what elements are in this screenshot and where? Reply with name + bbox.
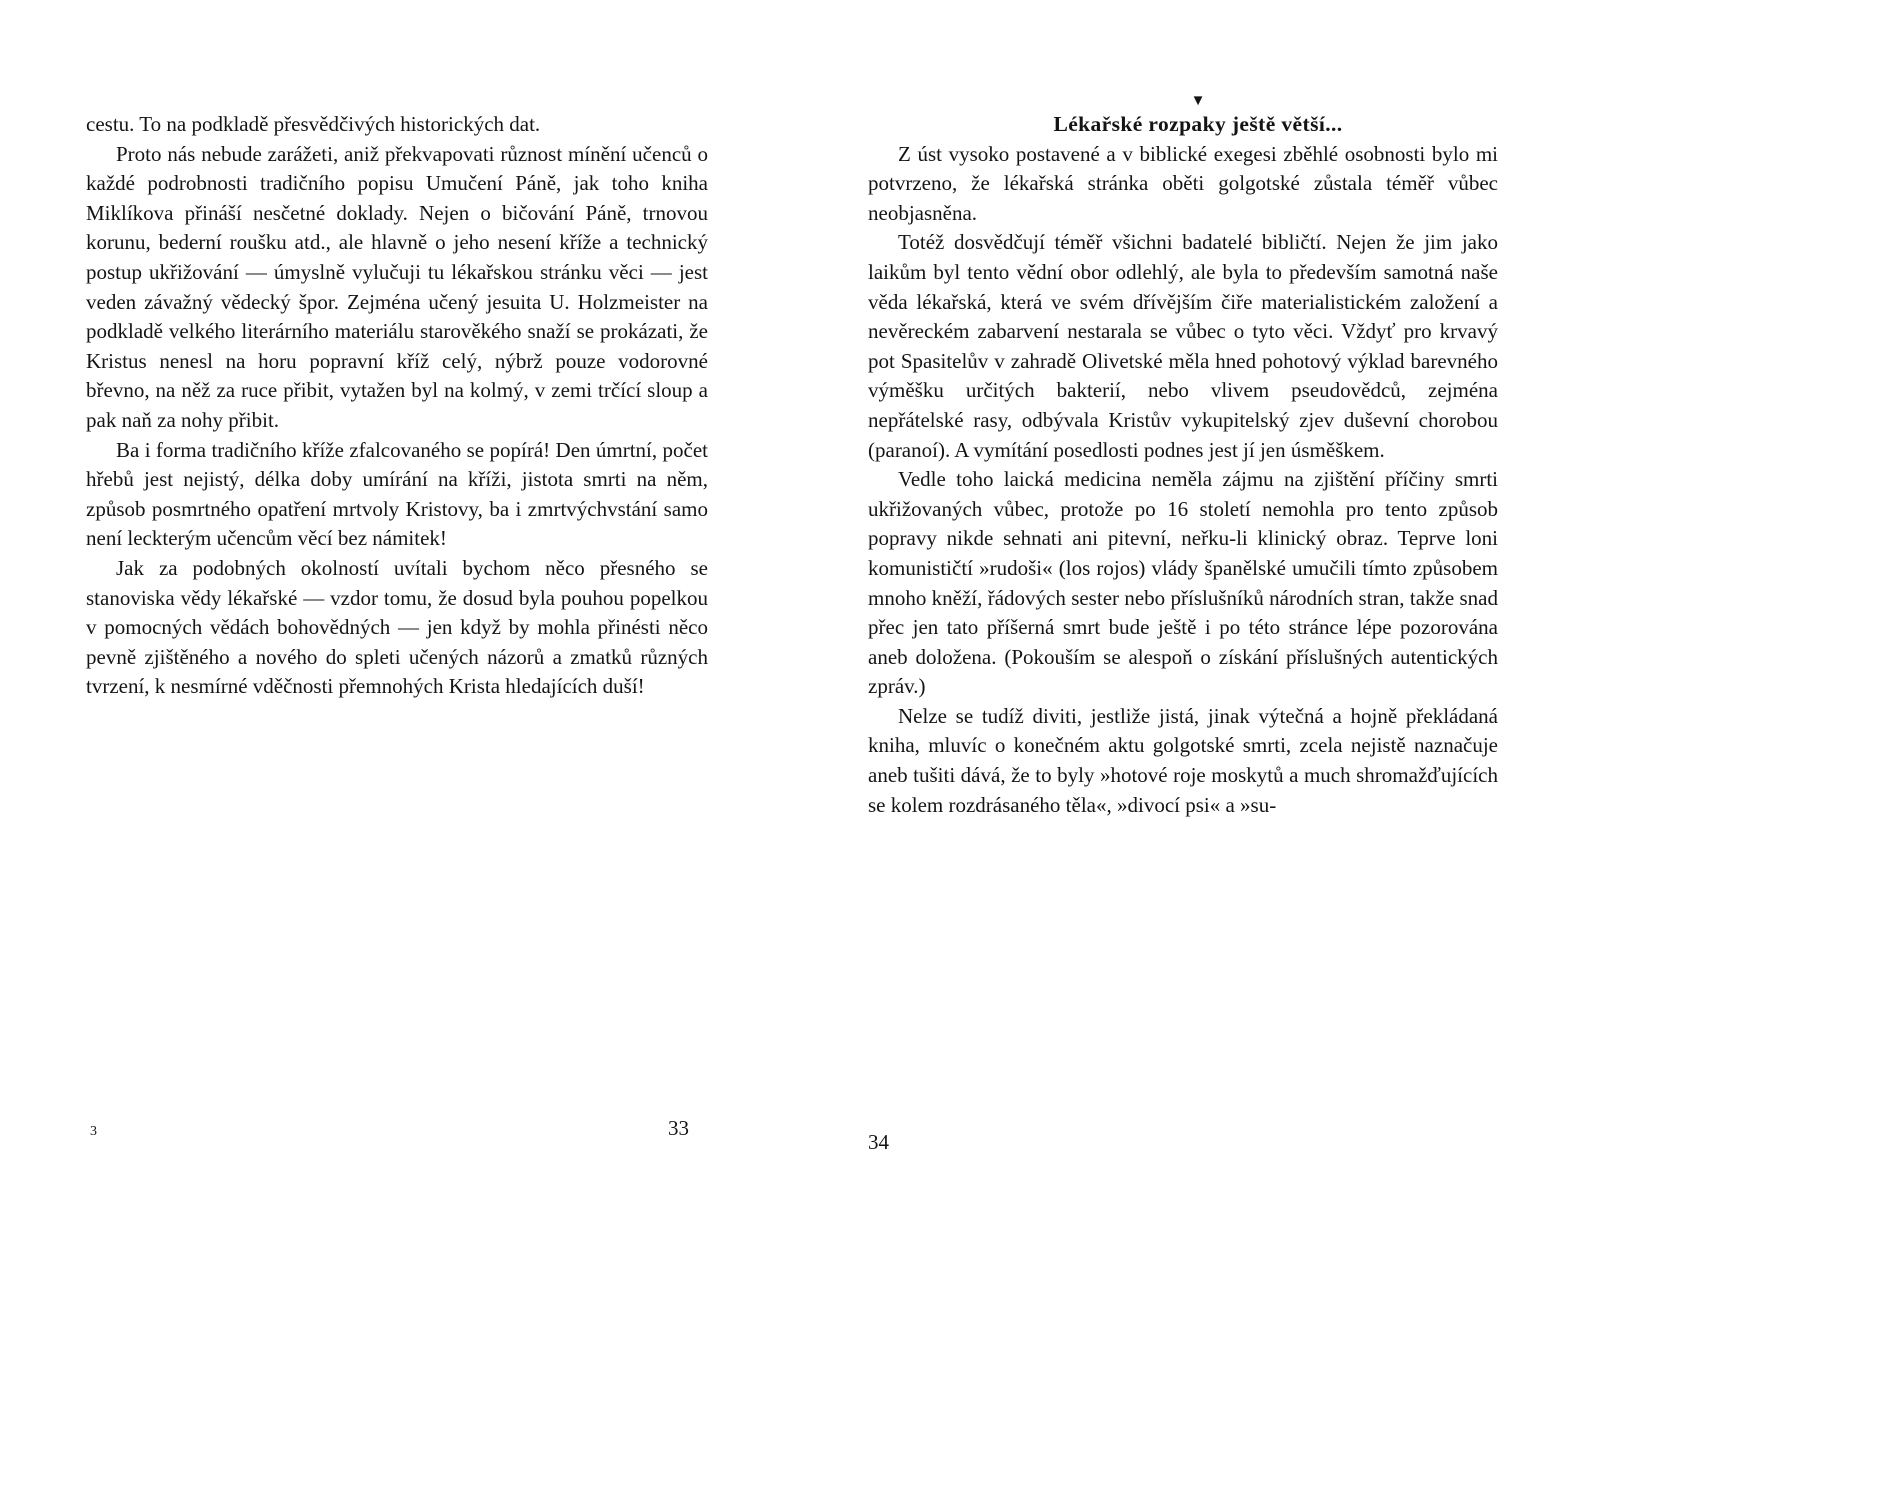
chapter-heading: Lékařské rozpaky ještě větší...: [1053, 112, 1343, 136]
paragraph: Ba i forma tradičního kříže zfalcovaného se popírá! Den úmrtní, počet hřebů jest nejistý, délka doby umírání na kříži, jistota smrti na něm, způsob posmrtného opatření mrtvoly Kristovy, ba i zmrtvýchvstání samo není leckterým učencům věcí bez námitek!: [86, 437, 708, 551]
paragraph: Proto nás nebude zarážeti, aniž překvapovati různost mínění učenců o každé podrobnosti tradičního popisu Umučení Páně, jak toho kniha Miklíkova přináší nesčetné doklady. Nejen o bičování Páně, trnovou korunu, bederní roušku atd., ale hlavně o jeho nesení kříže a technický postup ukřižování — úmyslně vylučuji tu lékařskou stránku věci — jest veden závažný vědecký špor. Zejména učený jesuita U. Holzmeister na podkladě velkého literárního materiálu starověkého snaží se prokázati, že Kristus nenesl na horu popravní kříž celý, nýbrž pouze vodorovné břevno, na něž za ruce přibit, vytažen byl na kolmý, v zemi trčící sloup a pak naň za nohy přibit.: [86, 141, 708, 432]
left-page-text: [86, 110, 708, 702]
paragraph: cestu. To na podkladě přesvědčivých historických dat.: [86, 112, 541, 136]
paragraph: Vedle toho laická medicina neměla zájmu na zjištění příčiny smrti ukřižovaných vůbec, protože po 16 století nemohla pro tento způsob popravy nikde sehnati ani pitevní, neřku-li klinický obraz. Teprve loni komunističtí »rudoši« (los rojos) vlády španělské umučili tímto způsobem mnoho kněží, řádových sester nebo příslušníků národních stran, takže snad přec jen tato příšerná smrt bude ještě i po této stránce lépe pozorována aneb doložena. (Pokouším se alespoň o získání příslušných autentických zpráv.): [868, 467, 1498, 699]
page-number-left: 33: [668, 1116, 689, 1140]
paragraph: Totéž dosvědčují téměř všichni badatelé bibličtí. Nejen že jim jako laikům byl tento vědní obor odlehlý, ale byla to především samotná naše věda lékařská, která ve svém dřívějším čiře materialistickém založení a nevěreckém zabarvení nestarala se vůbec o tyto věci. Vždyť pro krvavý pot Spasitelův v zahradě Olivetské měla hned pohotový výklad barevného výměšku určitých bakterií, nebo vlivem pseudovědců, zejména nepřátelské rasy, odbývala Kristův vykupitelský zjev duševní chorobou (paranoí). A vymítání posedlosti podnes jest jí jen úsměškem.: [868, 230, 1498, 462]
section-ornament-icon: ▼: [1190, 93, 1206, 109]
signature-mark: 3: [90, 1124, 97, 1139]
paragraph: Jak za podobných okolností uvítali bychom něco přesného se stanoviska vědy lékařské — vzdor tomu, že dosud byla pouhou popelkou v pomocných vědách bohovědných — jen když by mohla přinésti něco pevně zjištěného a nového do spleti učených názorů a zmatků různých tvrzení, k nesmírné vděčnosti přemnohých Krista hledajících duší!: [86, 555, 708, 699]
right-page-text: [868, 92, 1498, 820]
paragraph: Nelze se tudíž diviti, jestliže jistá, jinak výtečná a hojně překládaná kniha, mluvíc o konečném aktu golgotské smrti, zcela nejistě naznačuje aneb tušiti dává, že to byly »hotové roje moskytů a much shromažďujících se kolem rozdrásaného těla«, »divocí psi« a »su-: [868, 703, 1498, 817]
paragraph: Z úst vysoko postavené a v biblické exegesi zběhlé osobnosti bylo mi potvrzeno, že lékařská stránka oběti golgotské zůstala téměř vůbec neobjasněna.: [868, 141, 1498, 225]
page-number-right: 34: [868, 1130, 889, 1154]
